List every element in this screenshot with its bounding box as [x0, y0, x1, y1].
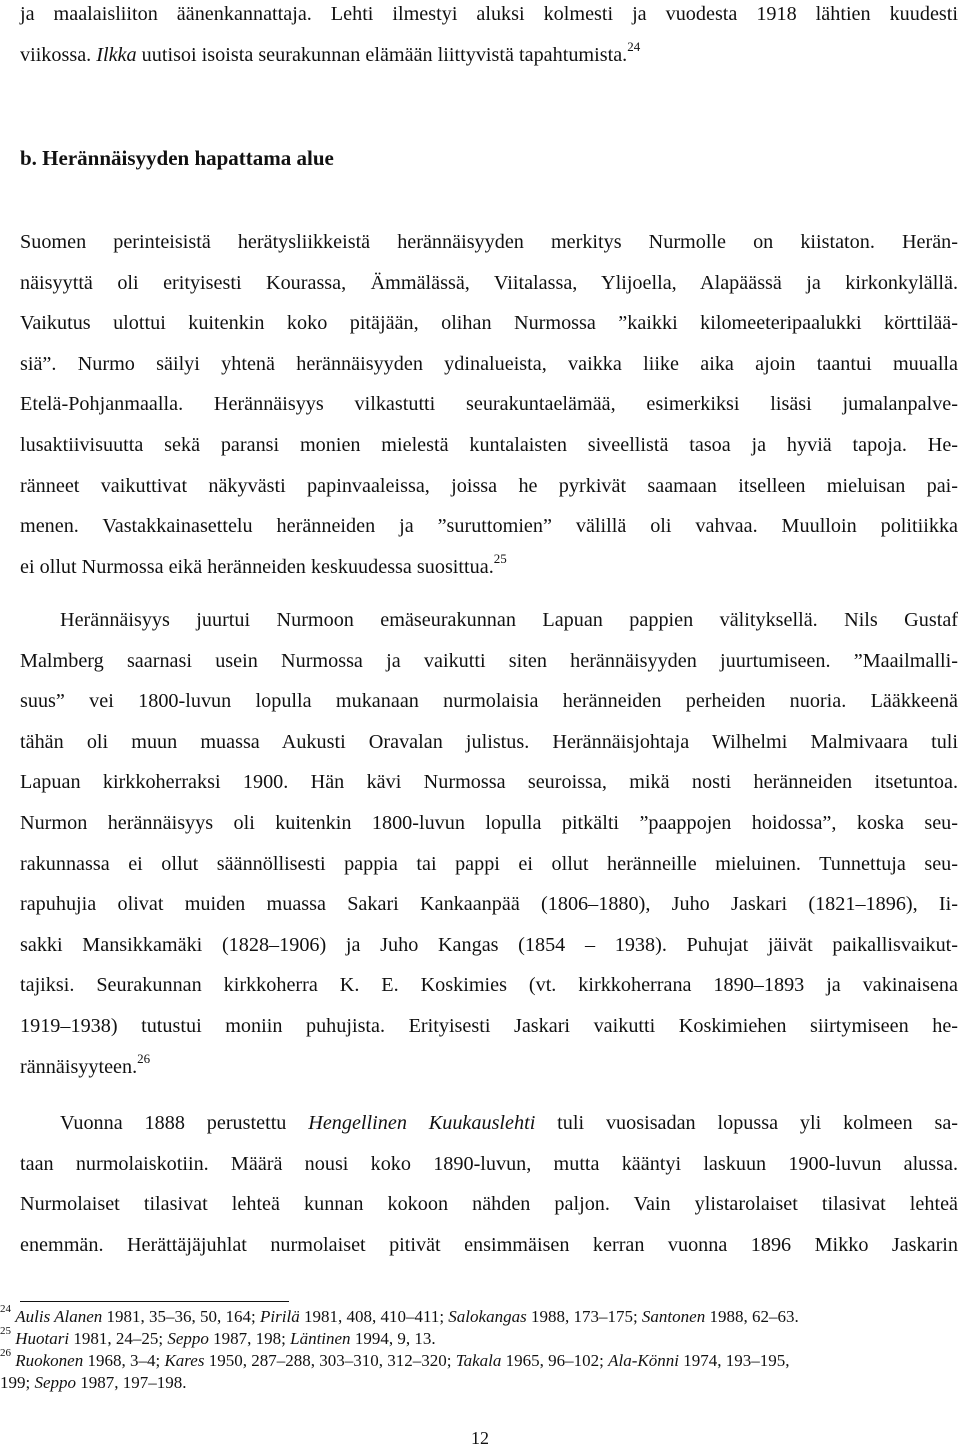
p1-line: Suomen perinteisistä herätysliikkeistä herännäisyyden merkitys Nurmolle on kiistaton. Herän- — [20, 231, 958, 253]
p2-line: sakki Mansikkamäki (1828–1906) ja Juho Kangas (1854 – 1938). Puhujat jäivät paikallisvaikut- — [20, 933, 958, 956]
citation-text: 1968, 3–4; — [83, 1351, 165, 1370]
citation-text: 1965, 96–102; — [501, 1351, 609, 1370]
citation-text: 1950, 287–288, 303–310, 312–320; — [204, 1351, 456, 1370]
intro-paragraph — [20, 0, 958, 75]
citation-author: Seppo — [34, 1373, 77, 1392]
intro-line-1: ja maalaisliiton äänenkannattaja. Lehti ilmestyi aluksi kolmesti ja vuodesta 1918 lähtien kuudesti — [20, 3, 958, 25]
p2-line: rakunnassa ei ollut säännöllisesti pappia tai pappi ei ollut heränneille mieluinen. Tunnettuja seu- — [20, 852, 958, 875]
paragraph-1 — [20, 222, 958, 587]
p3-line-1: Vuonna 1888 perustettu Hengellinen Kuukauslehti tuli vuosisadan lopussa yli kolmeen sa- — [60, 1112, 958, 1134]
p1-line: menen. Vastakkainasettelu heränneiden ja ”suruttomien” välillä oli vahvaa. Muulloin politiikka — [20, 515, 958, 538]
citation-author: Seppo — [167, 1329, 209, 1348]
p2-line: 1919–1938) tutustui moniin puhujista. Erityisesti Jaskari vaikutti Koskimiehen siirtymiseen he- — [20, 1014, 958, 1037]
citation-text: 1981, 35–36, 50, 164; — [102, 1307, 261, 1326]
intro-line-2: viikossa. Ilkka uutisoi isoista seurakunnan elämään liittyvistä tapahtumista.$^{24}$ — [20, 38, 641, 66]
footnote-24: $^{24}$ Aulis Alanen 1981, 35–36, 50, 164; Pirilä 1981, 408, 410–411; Salokangas 1988, 173–175; Santonen 1988, 62–63. — [0, 1303, 799, 1326]
p2-line: Malmberg saarnasi usein Nurmossa ja vaikutti siten herännäisyyden juurtumiseen. ”Maailmalli- — [20, 649, 958, 672]
p2-line: tähän oli muun muassa Aukusti Oravalan julistus. Herännäisjohtaja Wilhelmi Malmivaara tuli — [20, 730, 958, 753]
page-number: 12 — [471, 1428, 489, 1448]
p1-line: Vaikutus ulottui kuitenkin koko pitäjään, olihan Nurmossa ”kaikki kilomeeteripaalukki körttilää- — [20, 312, 958, 335]
p2-line: Lapuan kirkkoherraksi 1900. Hän kävi Nurmossa seuroissa, mikä nosti heränneiden itsetuntoa. — [20, 771, 958, 794]
citation-text: 1987, 197–198. — [76, 1373, 187, 1392]
citation-author: Läntinen — [290, 1329, 351, 1348]
citation-author: Ala-Könni — [608, 1351, 679, 1370]
citation-text: 1988, 62–63. — [705, 1307, 799, 1326]
p2-line: tajiksi. Seurakunnan kirkkoherra K. E. Koskimies (vt. kirkkoherrana 1890–1893 ja vakinaisena — [20, 974, 958, 997]
p1-line: lusaktiivisuutta sekä paransi monien mielestä kuntalaisten siveellistä tasoa ja hyviä tapoja. He- — [20, 433, 958, 456]
p1-line: ränneet vaikuttivat näkyvästi papinvaaleissa, joissa he pyrkivät saamaan itselleen mieluisan pai- — [20, 474, 958, 497]
p3-line: taan nurmolaiskotiin. Määrä nousi koko 1890-luvun, mutta kääntyi laskuun 1900-luvun alussa. — [20, 1152, 958, 1175]
footnote-25: $^{25}$ Huotari 1981, 24–25; Seppo 1987, 198; Läntinen 1994, 9, 13. — [0, 1325, 436, 1348]
citation-author: Ruokonen — [15, 1351, 84, 1370]
citation-text: 199; — [0, 1373, 35, 1392]
section-heading: b. Herännäisyyden hapattama alue — [20, 146, 334, 170]
footnotes — [0, 1303, 960, 1394]
paragraph-3 — [20, 1103, 958, 1265]
citation-author: Aulis Alanen — [15, 1307, 103, 1326]
newspaper-title: Ilkka — [96, 43, 137, 66]
paragraph-2 — [20, 600, 958, 1087]
p3-line: Nurmolaiset tilasivat lehteä kunnan kokoon nähden paljon. Vain ylistarolaiset tilasivat lehteä — [20, 1193, 958, 1216]
footnote-ref-25[interactable]: 25 — [493, 551, 507, 567]
p2-line: suus” vei 1800-luvun lopulla mukanaan nurmolaisia heränneiden perheiden nuoria. Lääkkeenä — [20, 690, 958, 713]
p1-line: siä”. Nurmo säilyi yhtenä herännäisyyden ydinalueista, vaikka liike aika ajoin taantui muualla — [20, 352, 958, 375]
citation-author: Santonen — [641, 1307, 706, 1326]
footnote-ref-26[interactable]: 26 — [137, 1050, 151, 1066]
periodical-title: Hengellinen Kuukauslehti — [308, 1112, 536, 1134]
p1-line: Etelä-Pohjanmaalla. Herännäisyys vilkastutti seurakuntaelämää, esimerkiksi lisäsi jumalanpalve- — [20, 393, 958, 416]
citation-text: 1988, 173–175; — [526, 1307, 642, 1326]
p3-line: enemmän. Herättäjäjuhlat nurmolaiset pitivät ensimmäisen kerran vuonna 1896 Mikko Jaskarin — [20, 1233, 958, 1256]
footnote-26: $^{26}$ Ruokonen 1968, 3–4; Kares 1950, 287–288, 303–310, 312–320; Takala 1965, 96–102; Ala-Könni 1974, 193–195, 199; Seppo 1987, 197–198. — [0, 1347, 790, 1392]
citation-text: 1974, 193–195, — [678, 1351, 790, 1370]
citation-author: Takala — [455, 1351, 502, 1370]
footnote-ref-24[interactable]: 24 — [627, 38, 641, 54]
citation-text: 1994, 9, 13. — [350, 1329, 436, 1348]
footnote-separator — [20, 1301, 289, 1302]
citation-text: 1981, 24–25; — [69, 1329, 168, 1348]
p2-line: rapuhujia olivat muiden muassa Sakari Kankaanpää (1806–1880), Juho Jaskari (1821–1896), Ii- — [20, 893, 958, 916]
p2-line: Herännäisyys juurtui Nurmoon emäseurakunnan Lapuan pappien välityksellä. Nils Gustaf — [60, 609, 958, 631]
citation-author: Pirilä — [260, 1307, 300, 1326]
p2-line: Nurmon herännäisyys oli kuitenkin 1800-luvun lopulla pitkälti ”paappojen hoidossa”, koska seu- — [20, 811, 958, 834]
citation-text: 1987, 198; — [208, 1329, 291, 1348]
p1-last-line: ei ollut Nurmossa eikä heränneiden keskuudessa suosittua.$^{25}$ — [20, 551, 507, 578]
citation-author: Kares — [164, 1351, 205, 1370]
citation-author: Salokangas — [448, 1307, 527, 1326]
citation-text: 1981, 408, 410–411; — [299, 1307, 449, 1326]
citation-author: Huotari — [15, 1329, 70, 1348]
p1-line: näisyyttä oli erityisesti Kourassa, Ämmälässä, Viitalassa, Ylijoella, Alapäässä ja kirkonkylällä. — [20, 271, 958, 294]
p2-last-line: rännäisyyteen.$^{26}$ — [20, 1050, 151, 1078]
